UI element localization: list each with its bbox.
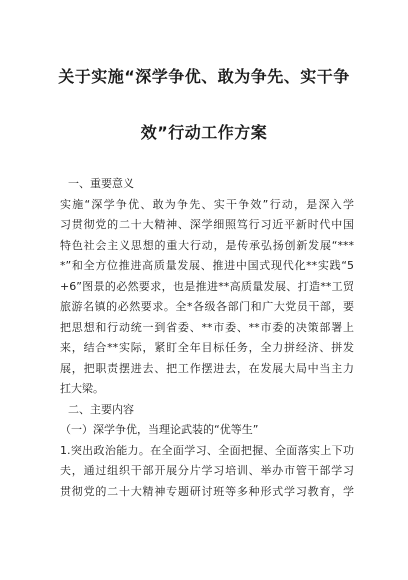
paragraph-line: 特色社会主义思想的重大行动，是传承弘扬创新发展“*** <box>60 238 354 252</box>
paragraph-line: 实施“深学争优、敢为争先、实干争效”行动，是深入学 <box>60 197 354 211</box>
paragraph-line: 把思想和行动统一到省委、**市委、**市委的决策部署上 <box>60 320 354 334</box>
paragraph-line: *”和全方位推进高质量发展、推进中国式现代化**实践“5 <box>60 259 354 272</box>
document-title-line-1: 关于实施“深学争优、敢为争先、实干争 <box>58 67 350 86</box>
paragraph-line: 1.突出政治能力。在全面学习、全面把握、全面落实上下功 <box>60 443 354 457</box>
paragraph-line: 旅游名镇的必然要求。全*各级各部门和广大党员干部，要 <box>60 300 354 313</box>
paragraph-line: 习贯彻党的二十大精神、深学细照笃行习近平新时代中国 <box>60 218 354 231</box>
paragraph-line: +6”图景的必然要求，也是推进**高质量发展、打造**工贸 <box>60 279 354 293</box>
paragraph-line: 贯彻党的二十大精神专题研讨班等多种形式学习教育，学 <box>60 484 354 498</box>
subsection-heading: （一）深学争优，当理论武装的“优等生” <box>60 423 259 436</box>
section-heading-significance: 一、重要意义 <box>68 177 134 190</box>
document-title-line-2: 效”行动工作方案 <box>140 123 268 142</box>
paragraph-line: 夫，通过组织干部开展分片学习培训、举办市管干部学习 <box>60 464 354 477</box>
paragraph-line: 扛大梁。 <box>60 382 104 395</box>
section-heading-content: 二、主要内容 <box>68 402 134 416</box>
paragraph-line: 展，把职责摆进去、把工作摆进去，在发展大局中当主力 <box>60 361 354 375</box>
paragraph-line: 来，结合**实际，紧盯全年目标任务，全力拼经济、拼发 <box>60 341 354 354</box>
document-body <box>60 174 354 502</box>
